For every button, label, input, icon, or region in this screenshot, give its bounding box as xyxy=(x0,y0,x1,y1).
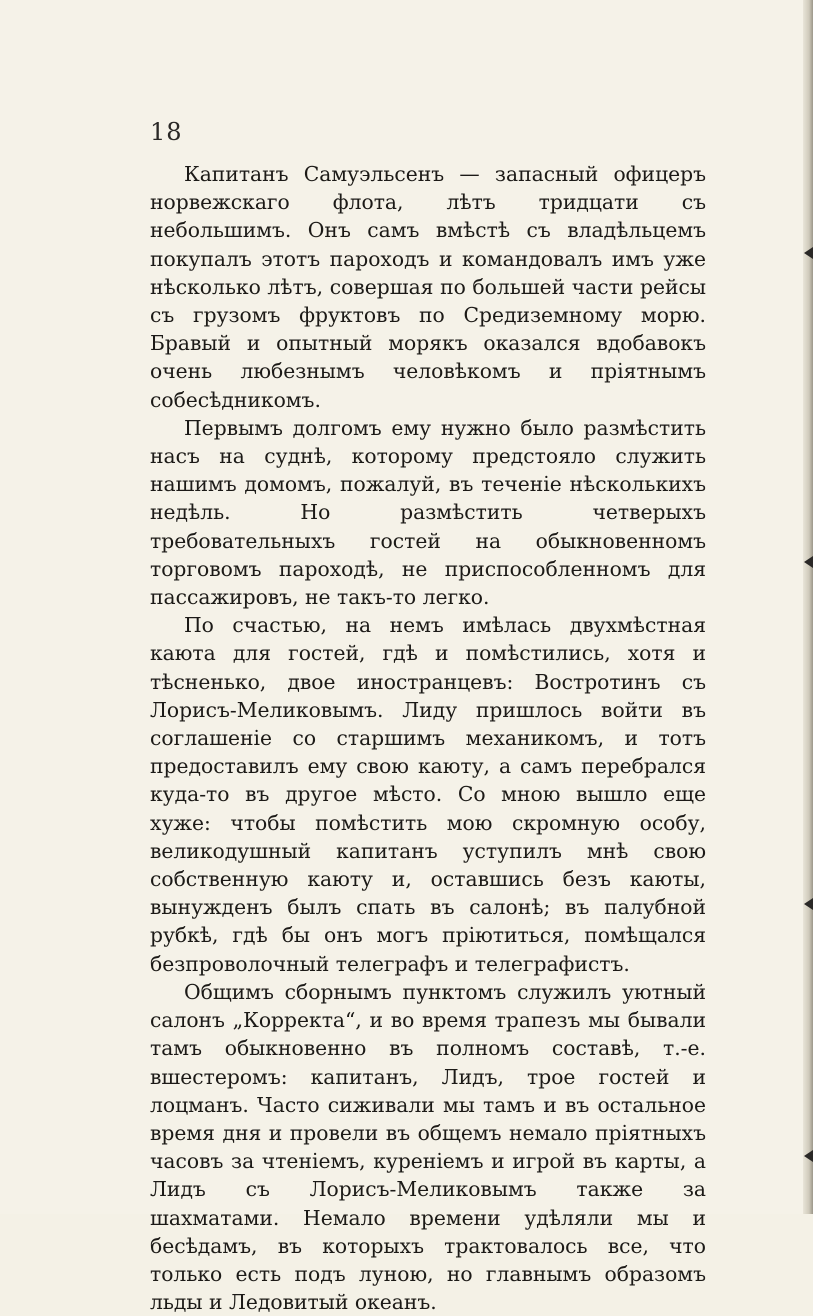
edge-marker-1 xyxy=(804,247,813,259)
page-edge xyxy=(803,0,813,1214)
edge-marker-4 xyxy=(804,1150,813,1162)
body-text xyxy=(150,160,706,1316)
paragraph-3: По счастью, на немъ имѣлась двухмѣстная каюта для гостей, гдѣ и помѣстились, хотя и тѣсненько, двое иностранцевъ: Востротинъ съ Лорисъ-Меликовымъ. Лиду пришлось войти въ соглашеніе со старшимъ механикомъ, и тотъ предоставилъ ему свою каюту, а самъ перебрался куда-то въ другое мѣсто. Со мною вышло еще хуже: чтобы помѣстить мою скромную особу, великодушный капитанъ уступилъ мнѣ свою собственную каюту и, оставшись безъ каюты, вынужденъ былъ спать въ салонѣ; въ палубной рубкѣ, гдѣ бы онъ могъ пріютиться, помѣщался безпроволочный телеграфъ и телеграфистъ. xyxy=(150,613,706,976)
edge-marker-3 xyxy=(804,898,813,910)
paragraph-1: Капитанъ Самуэльсенъ — запасный офицеръ норвежскаго флота, лѣтъ тридцати съ небольшимъ. Онъ самъ вмѣстѣ съ владѣльцемъ покупалъ этотъ пароходъ и командовалъ имъ уже нѣсколько лѣтъ, совершая по большей части рейсы съ грузомъ фруктовъ по Средиземному морю. Бравый и опытный морякъ оказался вдобавокъ очень любезнымъ человѣкомъ и пріятнымъ собесѣдникомъ. xyxy=(150,162,706,412)
edge-marker-2 xyxy=(804,556,813,568)
page-number: 18 xyxy=(150,118,183,146)
paragraph-4: Общимъ сборнымъ пунктомъ служилъ уютный салонъ „Корректа“, и во время трапезъ мы бывали тамъ обыкновенно въ полномъ составѣ, т.-е. вшестеромъ: капитанъ, Лидъ, трое гостей и лоцманъ. Часто сиживали мы тамъ и въ остальное время дня и провели въ общемъ немало пріятныхъ часовъ за чтеніемъ, куреніемъ и игрой въ карты, а Лидъ съ Лорисъ-Меликовымъ также за шахматами. Немало времени удѣляли мы и бесѣдамъ, въ которыхъ трактовалось все, что только есть подъ луною, но главнымъ образомъ льды и Ледовитый океанъ. xyxy=(150,979,706,1315)
paragraph-2: Первымъ долгомъ ему нужно было размѣстить насъ на суднѣ, которому предстояло служить нашимъ домомъ, пожалуй, въ теченіе нѣсколькихъ недѣль. Но размѣстить четверыхъ требовательныхъ гостей на обыкновенномъ торговомъ пароходѣ, не приспособленномъ для пассажировъ, не такъ-то легко. xyxy=(150,415,706,610)
